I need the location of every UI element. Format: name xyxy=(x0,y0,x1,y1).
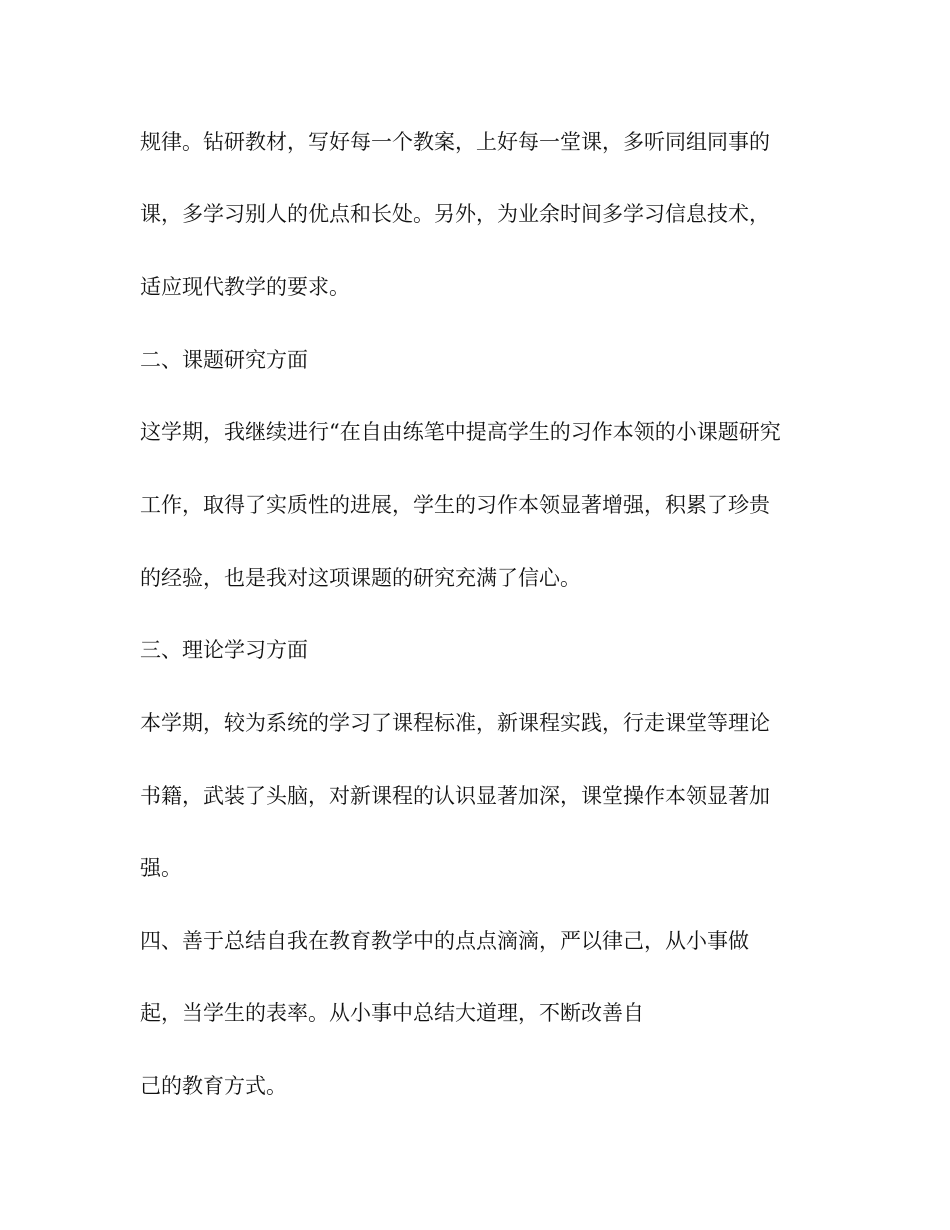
paragraph-line: 适应现代教学的要求。 xyxy=(140,275,350,299)
section-heading: 四、善于总结自我在教育教学中的点点滴滴，严以律己，从小事做 xyxy=(140,929,749,953)
paragraph-line: 规律。钻研教材，写好每一个教案，上好每一堂课，多听同组同事的 xyxy=(140,130,770,154)
section-heading: 三、理论学习方面 xyxy=(140,638,308,662)
paragraph-line: 的经验，也是我对这项课题的研究充满了信心。 xyxy=(140,566,581,590)
paragraph-line: 己的教育方式。 xyxy=(140,1074,287,1098)
section-heading: 二、课题研究方面 xyxy=(140,348,308,372)
paragraph-line: 起，当学生的表率。从小事中总结大道理，不断改善自 xyxy=(140,1001,644,1025)
paragraph-line: 课，多学习别人的优点和长处。另外，为业余时间多学习信息技术， xyxy=(140,202,770,226)
paragraph-line: 本学期，较为系统的学习了课程标准，新课程实践，行走课堂等理论 xyxy=(140,711,770,735)
paragraph-line: 书籍，武装了头脑，对新课程的认识显著加深，课堂操作本领显著加 xyxy=(140,784,770,808)
paragraph-line: 这学期，我继续进行“在自由练笔中提高学生的习作本领的小课题研究 xyxy=(140,420,781,444)
paragraph-line: 强。 xyxy=(140,856,182,880)
paragraph-line: 工作，取得了实质性的进展，学生的习作本领显著增强，积累了珍贵 xyxy=(140,493,770,517)
